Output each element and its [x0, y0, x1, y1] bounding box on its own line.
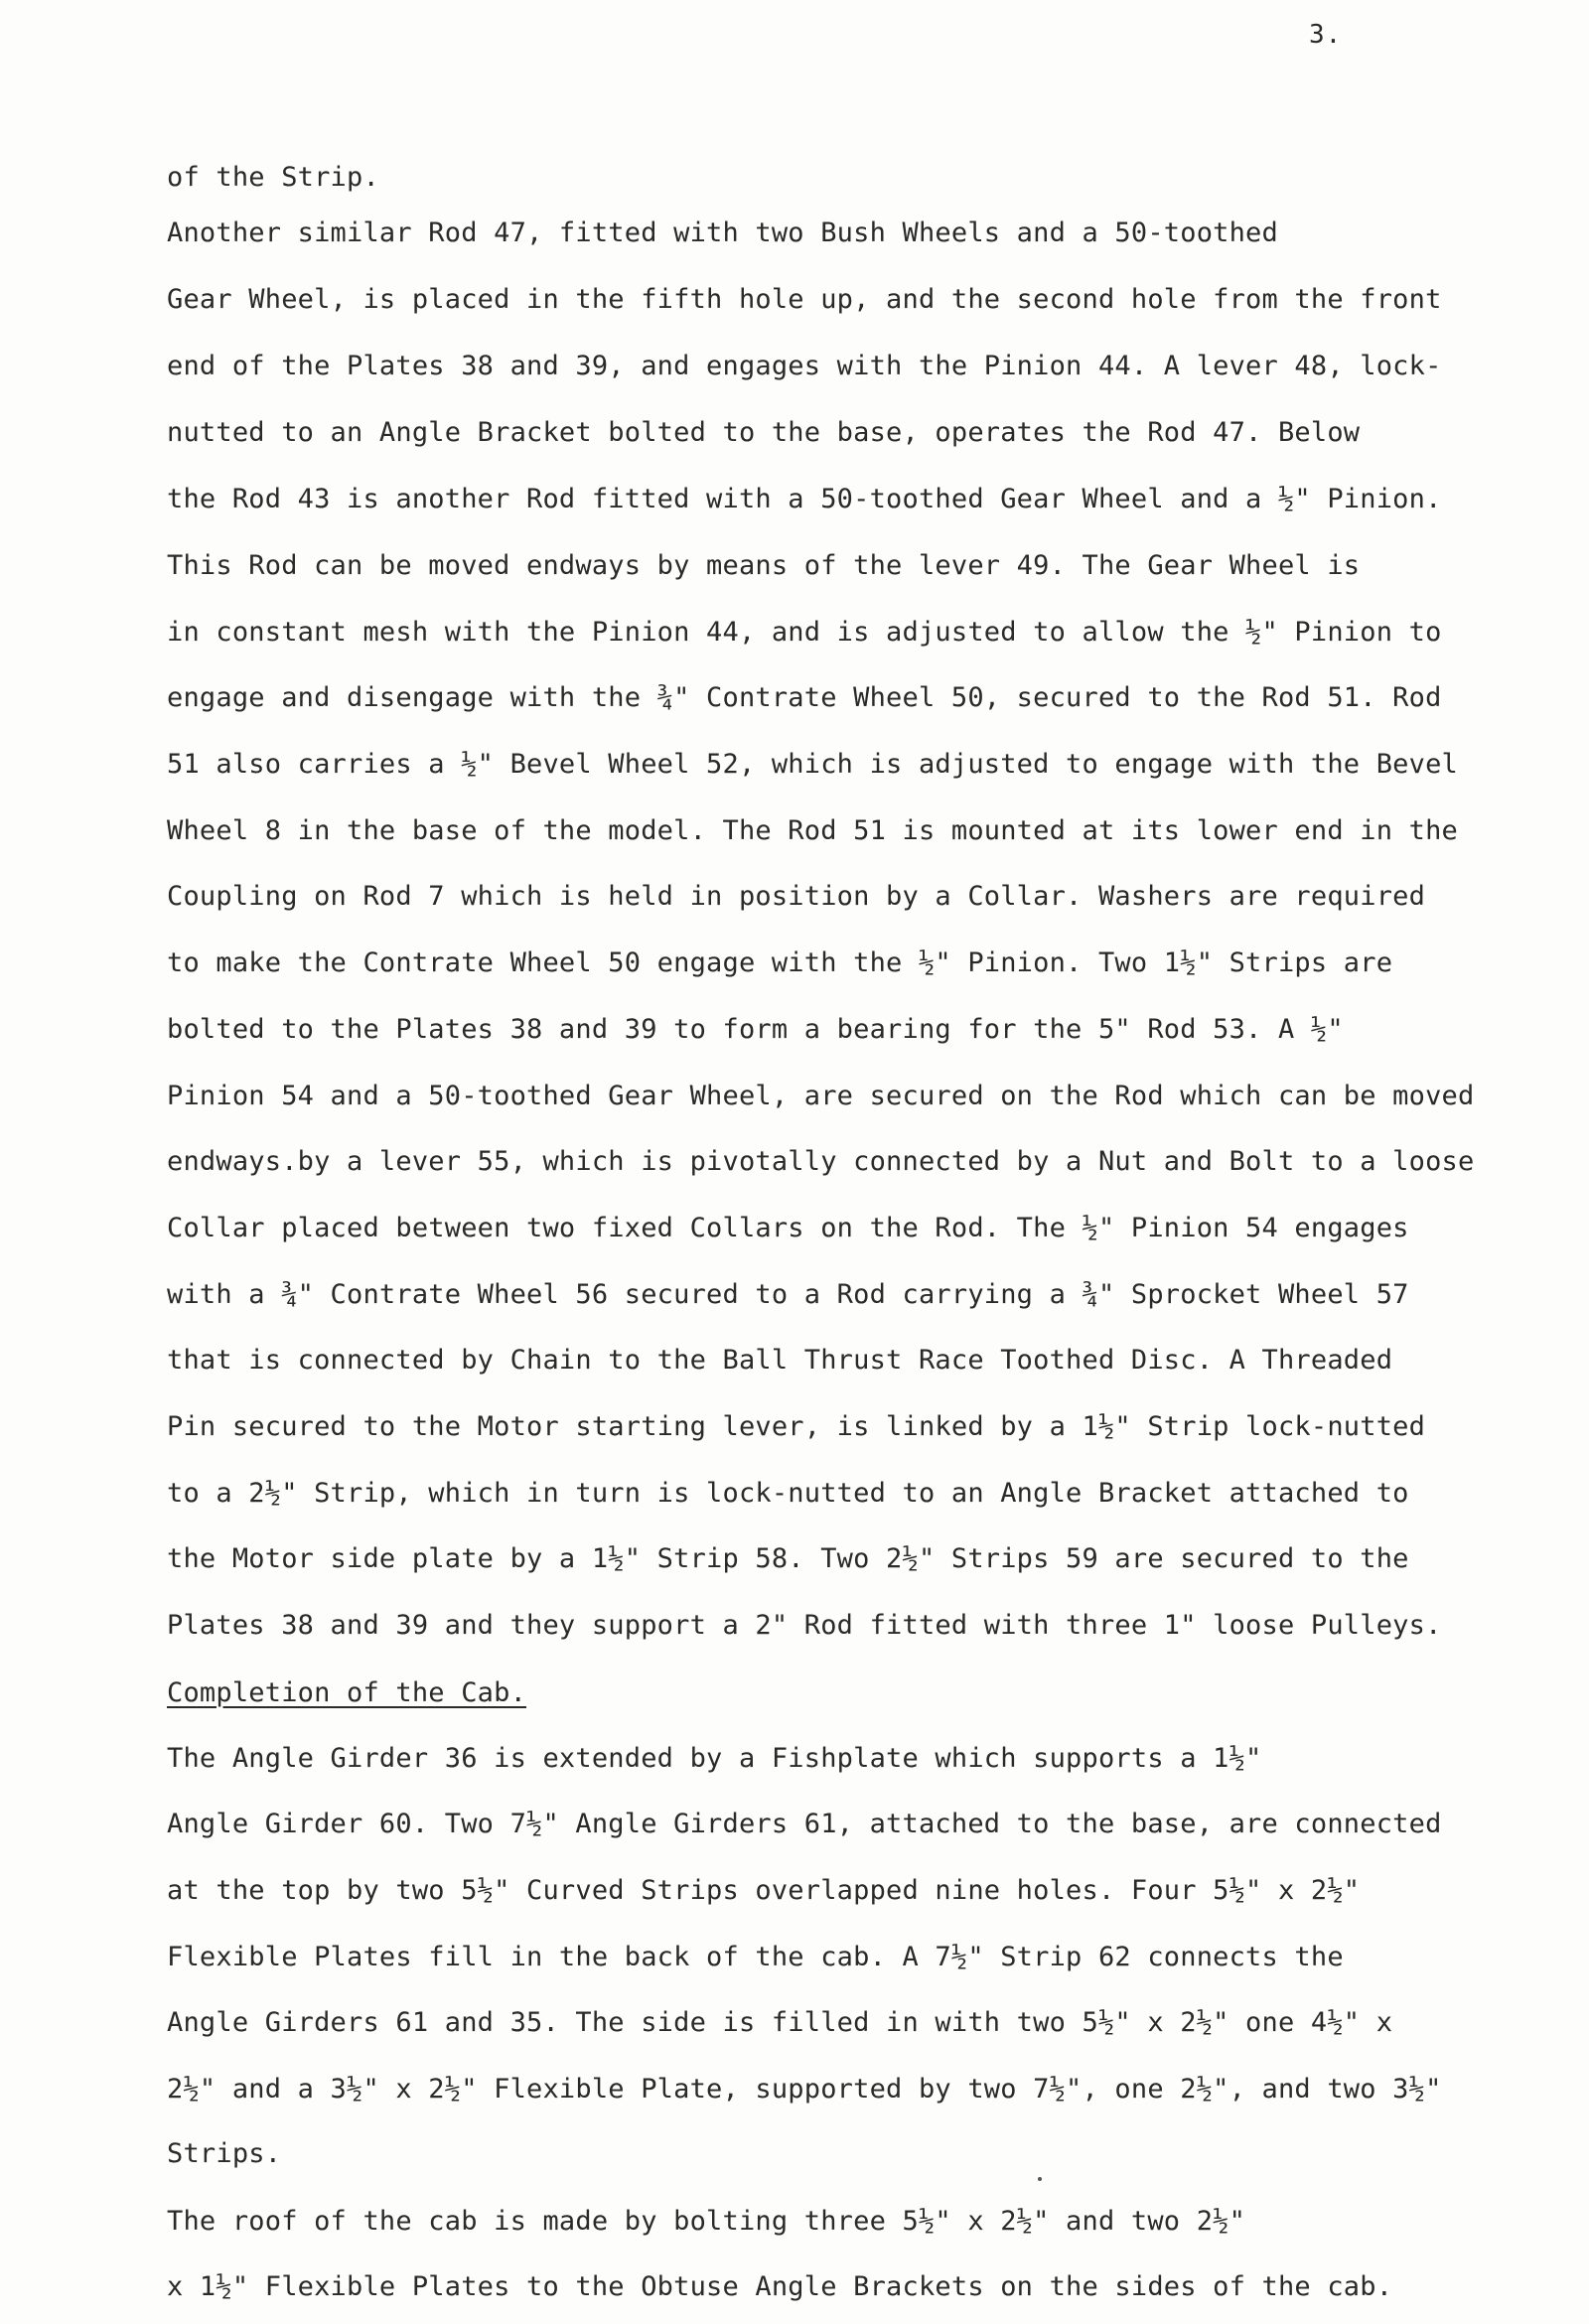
- text-line: Plates 38 and 39 and they support a 2" Rod fitted with three 1" loose Pulleys.: [167, 1610, 1442, 1641]
- text-line: Another similar Rod 47, fitted with two Bush Wheels and a 50-toothed: [167, 218, 1278, 248]
- text-line: Pin secured to the Motor starting lever, is linked by a 1½" Strip lock-nutted: [167, 1411, 1426, 1442]
- text-line: at the top by two 5½" Curved Strips overlapped nine holes. Four 5½" x 2½": [167, 1875, 1361, 1906]
- text-line: to a 2½" Strip, which in turn is lock-nutted to an Angle Bracket attached to: [167, 1478, 1409, 1509]
- text-line: Angle Girders 61 and 35. The side is filled in with two 5½" x 2½" one 4½" x: [167, 2007, 1393, 2038]
- text-line: The Angle Girder 36 is extended by a Fishplate which supports a 1½": [167, 1743, 1262, 1774]
- text-line: The roof of the cab is made by bolting three 5½" x 2½" and two 2½": [167, 2206, 1246, 2237]
- text-line: engage and disengage with the ¾" Contrate Wheel 50, secured to the Rod 51. Rod: [167, 682, 1442, 713]
- text-line: end of the Plates 38 and 39, and engages with the Pinion 44. A lever 48, lock-: [167, 351, 1442, 381]
- text-line: This Rod can be moved endways by means of the lever 49. The Gear Wheel is: [167, 550, 1361, 581]
- text-line: with a ¾" Contrate Wheel 56 secured to a Rod carrying a ¾" Sprocket Wheel 57: [167, 1279, 1409, 1310]
- text-line: Strips.: [167, 2138, 282, 2169]
- text-line: Coupling on Rod 7 which is held in position by a Collar. Washers are required: [167, 881, 1426, 912]
- text-line: 51 also carries a ½" Bevel Wheel 52, which is adjusted to engage with the Bevel: [167, 749, 1458, 780]
- text-line: to make the Contrate Wheel 50 engage with the ½" Pinion. Two 1½" Strips are: [167, 947, 1393, 978]
- text-line: Collar placed between two fixed Collars on the Rod. The ½" Pinion 54 engages: [167, 1213, 1409, 1243]
- text-line: in constant mesh with the Pinion 44, and is adjusted to allow the ½" Pinion to: [167, 617, 1442, 648]
- ink-speck: [1038, 2177, 1042, 2181]
- text-line: the Motor side plate by a 1½" Strip 58. Two 2½" Strips 59 are secured to the: [167, 1543, 1409, 1574]
- text-line: endways.by a lever 55, which is pivotally connected by a Nut and Bolt to a loose: [167, 1146, 1475, 1177]
- text-line: 2½" and a 3½" x 2½" Flexible Plate, supported by two 7½", one 2½", and two 3½": [167, 2074, 1442, 2105]
- text-line: of the Strip.: [167, 162, 379, 193]
- text-line: the Rod 43 is another Rod fitted with a 50-toothed Gear Wheel and a ½" Pinion.: [167, 484, 1442, 514]
- text-line: Gear Wheel, is placed in the fifth hole up, and the second hole from the front: [167, 284, 1442, 315]
- text-line: that is connected by Chain to the Ball Thrust Race Toothed Disc. A Threaded: [167, 1345, 1393, 1376]
- text-line: Angle Girder 60. Two 7½" Angle Girders 61, attached to the base, are connected: [167, 1809, 1442, 1839]
- text-line: x 1½" Flexible Plates to the Obtuse Angle Brackets on the sides of the cab.: [167, 2271, 1393, 2302]
- section-heading: Completion of the Cab.: [167, 1677, 527, 1708]
- page-number: 3.: [1309, 20, 1343, 50]
- text-line: Pinion 54 and a 50-toothed Gear Wheel, are secured on the Rod which can be moved: [167, 1081, 1475, 1111]
- text-line: Wheel 8 in the base of the model. The Rod 51 is mounted at its lower end in the: [167, 815, 1458, 846]
- text-line: Flexible Plates fill in the back of the cab. A 7½" Strip 62 connects the: [167, 1942, 1344, 1972]
- text-line: nutted to an Angle Bracket bolted to the base, operates the Rod 47. Below: [167, 417, 1361, 448]
- text-line: bolted to the Plates 38 and 39 to form a bearing for the 5" Rod 53. A ½": [167, 1014, 1344, 1045]
